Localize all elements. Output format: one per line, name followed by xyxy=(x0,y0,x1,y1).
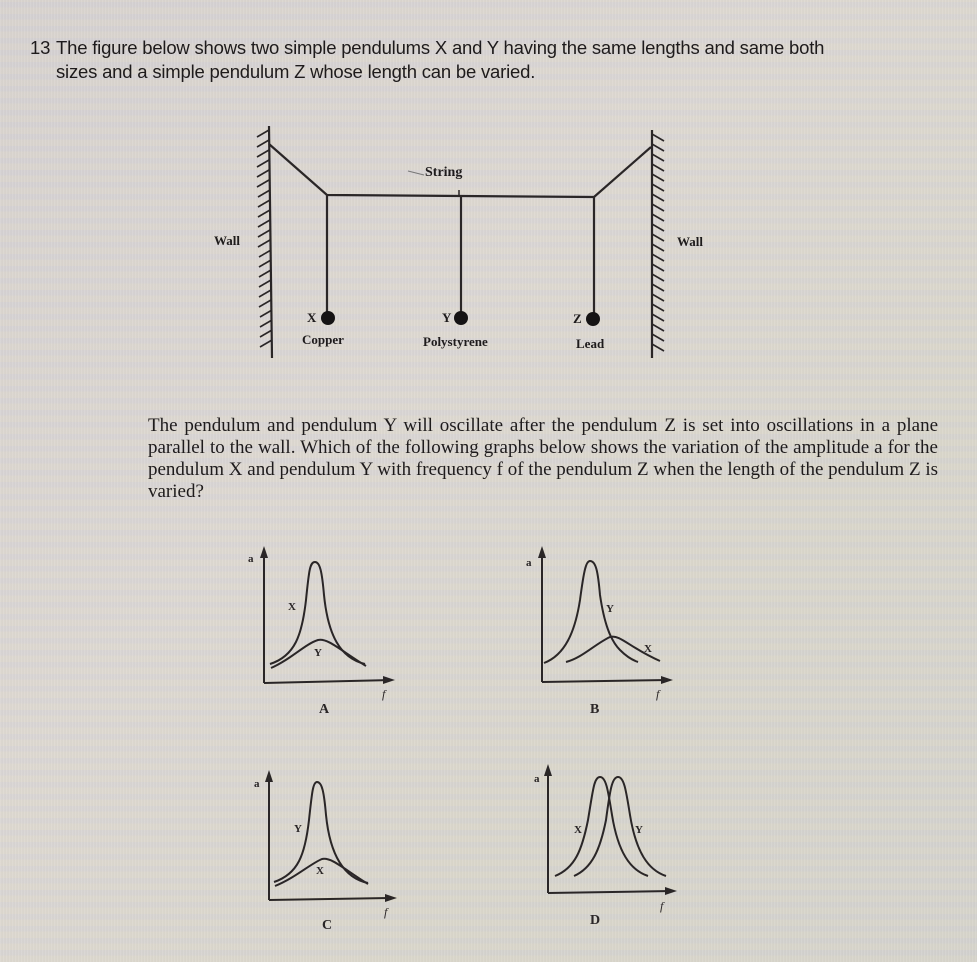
option-d-label: D xyxy=(590,913,601,928)
right-wall-hatch xyxy=(652,134,664,351)
option-a-label: A xyxy=(319,702,330,717)
option-c-plot xyxy=(240,760,400,950)
svg-text:f: f xyxy=(382,687,386,701)
pendulum-x-material: Copper xyxy=(302,332,344,347)
option-d-graph[interactable] xyxy=(530,760,700,950)
pendulum-x-id: X xyxy=(307,310,317,325)
pendulum-y-id: Y xyxy=(442,310,452,325)
pendulum-y-bob xyxy=(454,311,468,325)
wall-right-label: Wall xyxy=(677,234,704,249)
svg-text:Y: Y xyxy=(314,647,322,659)
svg-text:f: f xyxy=(384,905,388,919)
curve-y xyxy=(574,777,666,876)
svg-text:a: a xyxy=(526,557,532,569)
svg-text:X: X xyxy=(574,824,582,836)
svg-text:a: a xyxy=(248,553,254,565)
wall-left-label: Wall xyxy=(214,233,241,248)
option-c-graph[interactable] xyxy=(240,760,400,950)
question-intro-line2: sizes and a simple pendulum Z whose length can be varied. xyxy=(56,61,536,82)
svg-text:f: f xyxy=(660,899,664,913)
string-label: String xyxy=(425,165,463,180)
svg-text:a: a xyxy=(534,773,540,785)
pendulum-z-material: Lead xyxy=(576,336,605,351)
option-d-plot xyxy=(530,760,700,950)
question-intro-line1: 13 The figure below shows two simple pendulums X and Y having the same lengths and same both xyxy=(30,37,825,58)
option-b-label: B xyxy=(590,702,600,717)
pendulum-diagram xyxy=(0,0,977,400)
option-b-graph[interactable] xyxy=(520,540,690,730)
svg-text:X: X xyxy=(288,601,296,613)
svg-text:Y: Y xyxy=(294,823,302,835)
question-number: 13 xyxy=(30,37,51,58)
pendulum-y-material: Polystyrene xyxy=(423,334,488,349)
question-body: The pendulum and pendulum Y will oscillate after the pendulum Z is set into oscillations in a plane parallel to the wall. Which of the following graphs below shows the variation of the amplitude a for the pendulum X and pendulum Y with frequency f of the pendulum Z when the length of the pendulum Z is varied? xyxy=(148,415,938,502)
option-c-label: C xyxy=(322,918,333,933)
option-a-graph[interactable] xyxy=(240,540,400,730)
svg-text:a: a xyxy=(254,778,260,790)
pendulum-x-bob xyxy=(321,311,335,325)
pendulum-z-bob xyxy=(586,312,600,326)
pendulum-z-id: Z xyxy=(573,311,582,326)
svg-text:X: X xyxy=(316,865,324,877)
option-b-plot xyxy=(520,540,690,730)
svg-text:f: f xyxy=(656,687,660,701)
svg-text:X: X xyxy=(644,643,652,655)
svg-text:Y: Y xyxy=(606,603,614,615)
svg-text:Y: Y xyxy=(635,824,643,836)
